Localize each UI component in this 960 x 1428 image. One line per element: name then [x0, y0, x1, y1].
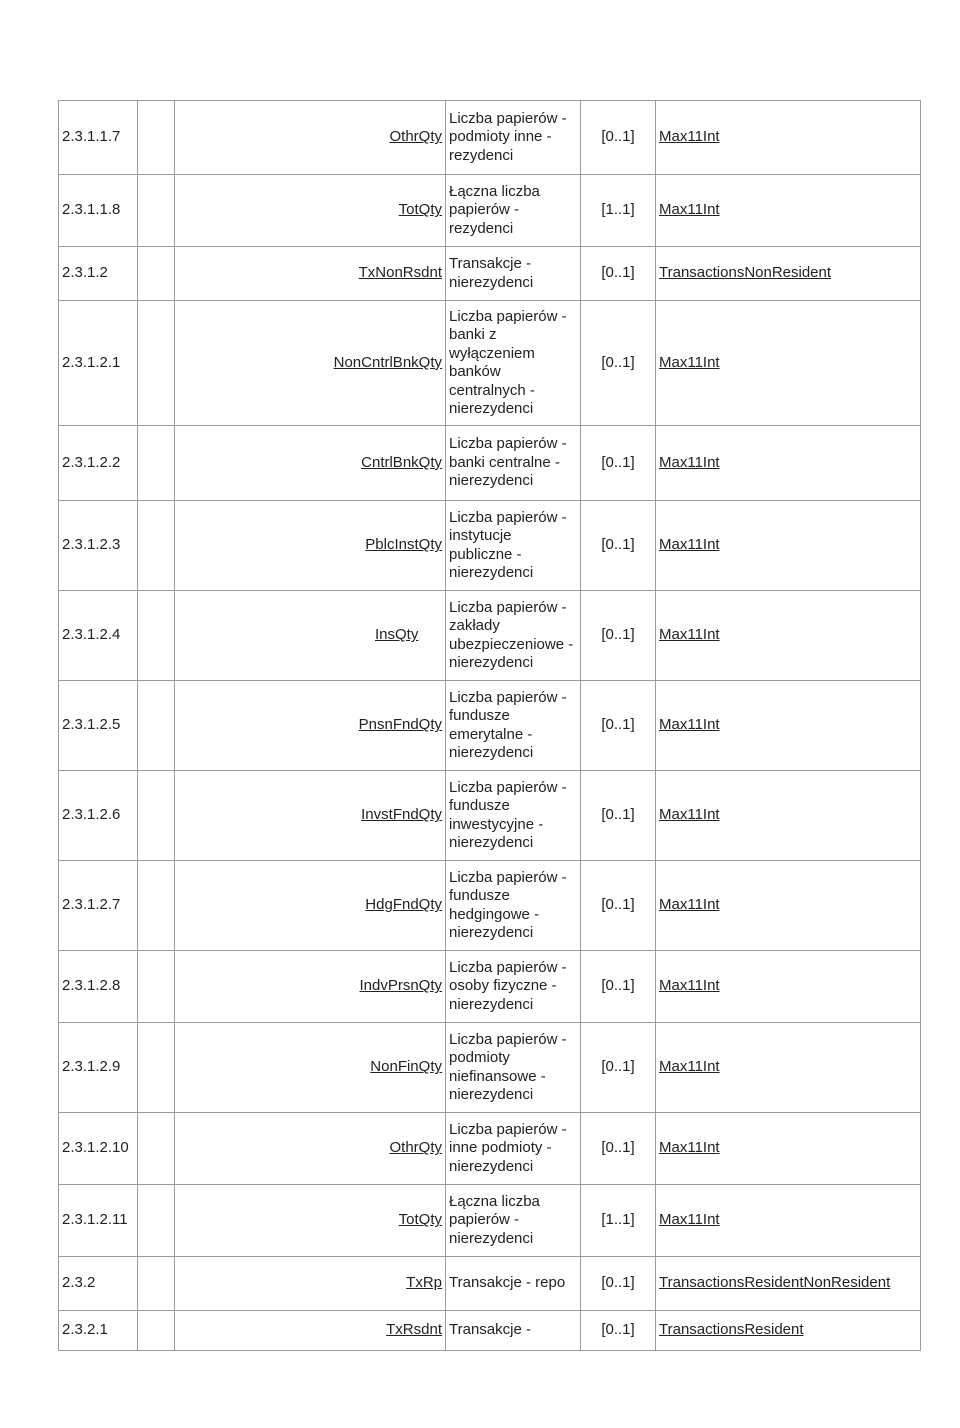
table-row — [59, 771, 921, 861]
table-row — [59, 247, 921, 301]
multiplicity-cell: [0..1] — [581, 101, 656, 175]
xml-tag-cell: TotQty — [175, 1185, 446, 1257]
type-cell: TransactionsResident — [656, 1311, 921, 1351]
description-cell: Liczba papierów - osoby fizyczne - nierezydenci — [446, 951, 581, 1023]
type-cell: Max11Int — [656, 861, 921, 951]
xml-tag-cell: TxRp — [175, 1257, 446, 1311]
description-cell: Transakcje - repo — [446, 1257, 581, 1311]
multiplicity-cell: [0..1] — [581, 861, 656, 951]
table-row — [59, 951, 921, 1023]
multiplicity-cell: [0..1] — [581, 501, 656, 591]
xml-tag-cell: OthrQty — [175, 101, 446, 175]
description-cell: Liczba papierów - banki centralne - nierezydenci — [446, 426, 581, 501]
spacer-cell — [138, 501, 175, 591]
index-cell: 2.3.1.2.11 — [59, 1185, 138, 1257]
index-cell: 2.3.1.2.4 — [59, 591, 138, 681]
index-cell: 2.3.1.2.5 — [59, 681, 138, 771]
index-cell: 2.3.2.1 — [59, 1311, 138, 1351]
xml-tag-cell: PnsnFndQty — [175, 681, 446, 771]
index-cell: 2.3.1.2.8 — [59, 951, 138, 1023]
xml-tag-cell: OthrQty — [175, 1113, 446, 1185]
table-row — [59, 1113, 921, 1185]
multiplicity-cell: [0..1] — [581, 1311, 656, 1351]
table-row — [59, 175, 921, 247]
multiplicity-cell: [0..1] — [581, 951, 656, 1023]
index-cell: 2.3.1.1.7 — [59, 101, 138, 175]
multiplicity-cell: [0..1] — [581, 247, 656, 301]
index-cell: 2.3.2 — [59, 1257, 138, 1311]
index-cell: 2.3.1.2.1 — [59, 301, 138, 426]
type-cell: Max11Int — [656, 591, 921, 681]
type-cell: TransactionsNonResident — [656, 247, 921, 301]
xml-tag-cell: CntrlBnkQty — [175, 426, 446, 501]
description-cell: Łączna liczba papierów - nierezydenci — [446, 1185, 581, 1257]
multiplicity-cell: [0..1] — [581, 771, 656, 861]
table-row — [59, 1257, 921, 1311]
type-cell: Max11Int — [656, 101, 921, 175]
table-row — [59, 101, 921, 175]
multiplicity-cell: [0..1] — [581, 1257, 656, 1311]
table-row — [59, 591, 921, 681]
index-cell: 2.3.1.1.8 — [59, 175, 138, 247]
type-cell: Max11Int — [656, 501, 921, 591]
table-row — [59, 426, 921, 501]
spacer-cell — [138, 426, 175, 501]
spacer-cell — [138, 951, 175, 1023]
spacer-cell — [138, 591, 175, 681]
description-cell: Liczba papierów - inne podmioty - nierezydenci — [446, 1113, 581, 1185]
index-cell: 2.3.1.2.2 — [59, 426, 138, 501]
description-cell: Liczba papierów - zakłady ubezpieczeniowe - nierezydenci — [446, 591, 581, 681]
xml-tag-cell: NonCntrlBnkQty — [175, 301, 446, 426]
document-page — [58, 100, 900, 1351]
table-row — [59, 301, 921, 426]
spacer-cell — [138, 1113, 175, 1185]
multiplicity-cell: [0..1] — [581, 681, 656, 771]
index-cell: 2.3.1.2.9 — [59, 1023, 138, 1113]
spacer-cell — [138, 681, 175, 771]
description-cell: Liczba papierów - fundusze inwestycyjne - nierezydenci — [446, 771, 581, 861]
multiplicity-cell: [0..1] — [581, 591, 656, 681]
spacer-cell — [138, 1023, 175, 1113]
xml-tag-cell: IndvPrsnQty — [175, 951, 446, 1023]
spacer-cell — [138, 1257, 175, 1311]
type-cell: Max11Int — [656, 951, 921, 1023]
table-row — [59, 681, 921, 771]
spacer-cell — [138, 301, 175, 426]
type-cell: Max11Int — [656, 1023, 921, 1113]
description-cell: Liczba papierów - podmioty niefinansowe - nierezydenci — [446, 1023, 581, 1113]
type-cell: Max11Int — [656, 1185, 921, 1257]
description-cell: Łączna liczba papierów - rezydenci — [446, 175, 581, 247]
message-structure-table — [58, 100, 921, 1351]
spacer-cell — [138, 1185, 175, 1257]
table-row — [59, 1185, 921, 1257]
multiplicity-cell: [1..1] — [581, 1185, 656, 1257]
xml-tag-cell: InvstFndQty — [175, 771, 446, 861]
multiplicity-cell: [0..1] — [581, 1113, 656, 1185]
type-cell: Max11Int — [656, 426, 921, 501]
spacer-cell — [138, 861, 175, 951]
spacer-cell — [138, 771, 175, 861]
description-cell: Liczba papierów - podmioty inne - rezydenci — [446, 101, 581, 175]
spacer-cell — [138, 1311, 175, 1351]
description-cell: Liczba papierów - banki z wyłączeniem banków centralnych - nierezydenci — [446, 301, 581, 426]
xml-tag-cell: PblcInstQty — [175, 501, 446, 591]
index-cell: 2.3.1.2.10 — [59, 1113, 138, 1185]
xml-tag-cell: TxRsdnt — [175, 1311, 446, 1351]
index-cell: 2.3.1.2 — [59, 247, 138, 301]
multiplicity-cell: [0..1] — [581, 426, 656, 501]
description-cell: Transakcje - — [446, 1311, 581, 1351]
table-row — [59, 1023, 921, 1113]
spacer-cell — [138, 175, 175, 247]
xml-tag-cell: NonFinQty — [175, 1023, 446, 1113]
multiplicity-cell: [1..1] — [581, 175, 656, 247]
table-row — [59, 501, 921, 591]
index-cell: 2.3.1.2.3 — [59, 501, 138, 591]
type-cell: TransactionsResidentNonResident — [656, 1257, 921, 1311]
xml-tag-cell: TxNonRsdnt — [175, 247, 446, 301]
index-cell: 2.3.1.2.6 — [59, 771, 138, 861]
type-cell: Max11Int — [656, 301, 921, 426]
description-cell: Transakcje - nierezydenci — [446, 247, 581, 301]
xml-tag-cell: HdgFndQty — [175, 861, 446, 951]
table-row — [59, 861, 921, 951]
spacer-cell — [138, 101, 175, 175]
description-cell: Liczba papierów - fundusze emerytalne - nierezydenci — [446, 681, 581, 771]
type-cell: Max11Int — [656, 175, 921, 247]
spacer-cell — [138, 247, 175, 301]
description-cell: Liczba papierów - instytucje publiczne - nierezydenci — [446, 501, 581, 591]
xml-tag-cell: TotQty — [175, 175, 446, 247]
type-cell: Max11Int — [656, 681, 921, 771]
index-cell: 2.3.1.2.7 — [59, 861, 138, 951]
multiplicity-cell: [0..1] — [581, 1023, 656, 1113]
type-cell: Max11Int — [656, 1113, 921, 1185]
multiplicity-cell: [0..1] — [581, 301, 656, 426]
description-cell: Liczba papierów - fundusze hedgingowe - nierezydenci — [446, 861, 581, 951]
type-cell: Max11Int — [656, 771, 921, 861]
xml-tag-cell: InsQty — [175, 591, 446, 681]
table-row — [59, 1311, 921, 1351]
